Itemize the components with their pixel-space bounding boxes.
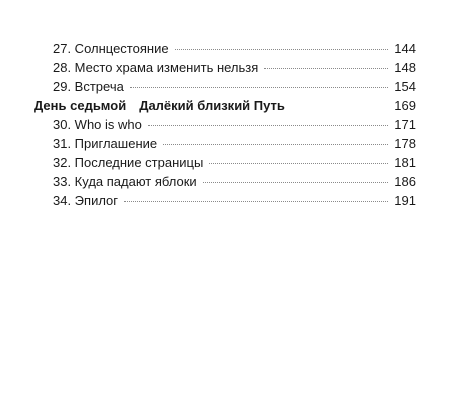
dot-leader <box>163 144 388 145</box>
toc-entry <box>34 39 416 58</box>
toc-entry-title: 28. Место храма изменить нельзя <box>53 60 259 75</box>
part-label: День седьмой <box>34 98 127 113</box>
toc-entry-page: 186 <box>394 174 416 189</box>
toc-entry-title: 32. Последние страницы <box>53 155 204 170</box>
toc-entry-title: 30. Who is who <box>53 117 142 132</box>
toc-entry-title: 34. Эпилог <box>53 193 119 208</box>
toc-entry <box>34 134 416 153</box>
toc-entry-title: 33. Куда падают яблоки <box>53 174 197 189</box>
dot-leader <box>264 68 388 69</box>
dot-leader <box>209 163 388 164</box>
toc-entry <box>34 172 416 191</box>
toc-entry <box>34 191 416 210</box>
dot-leader <box>124 201 388 202</box>
toc-entry-title: 27. Солнцестояние <box>53 41 169 56</box>
toc-entry <box>34 115 416 134</box>
dot-leader <box>175 49 388 50</box>
toc-entry-title: 29. Встреча <box>53 79 124 94</box>
toc-entry-page: 144 <box>394 41 416 56</box>
part-title: Далёкий близкий Путь <box>139 98 285 113</box>
toc-entry-page: 191 <box>394 193 416 208</box>
toc-entry-page: 171 <box>394 117 416 132</box>
toc-entry-page: 181 <box>394 155 416 170</box>
table-of-contents <box>34 39 416 210</box>
toc-part-heading <box>34 96 416 115</box>
toc-entry-page: 154 <box>394 79 416 94</box>
toc-entry-page: 148 <box>394 60 416 75</box>
toc-entry <box>34 153 416 172</box>
dot-leader <box>148 125 388 126</box>
toc-entry <box>34 77 416 96</box>
dot-leader <box>203 182 388 183</box>
toc-entry <box>34 58 416 77</box>
part-page: 169 <box>394 98 416 113</box>
dot-leader <box>130 87 388 88</box>
toc-entry-title: 31. Приглашение <box>53 136 158 151</box>
toc-entry-page: 178 <box>394 136 416 151</box>
